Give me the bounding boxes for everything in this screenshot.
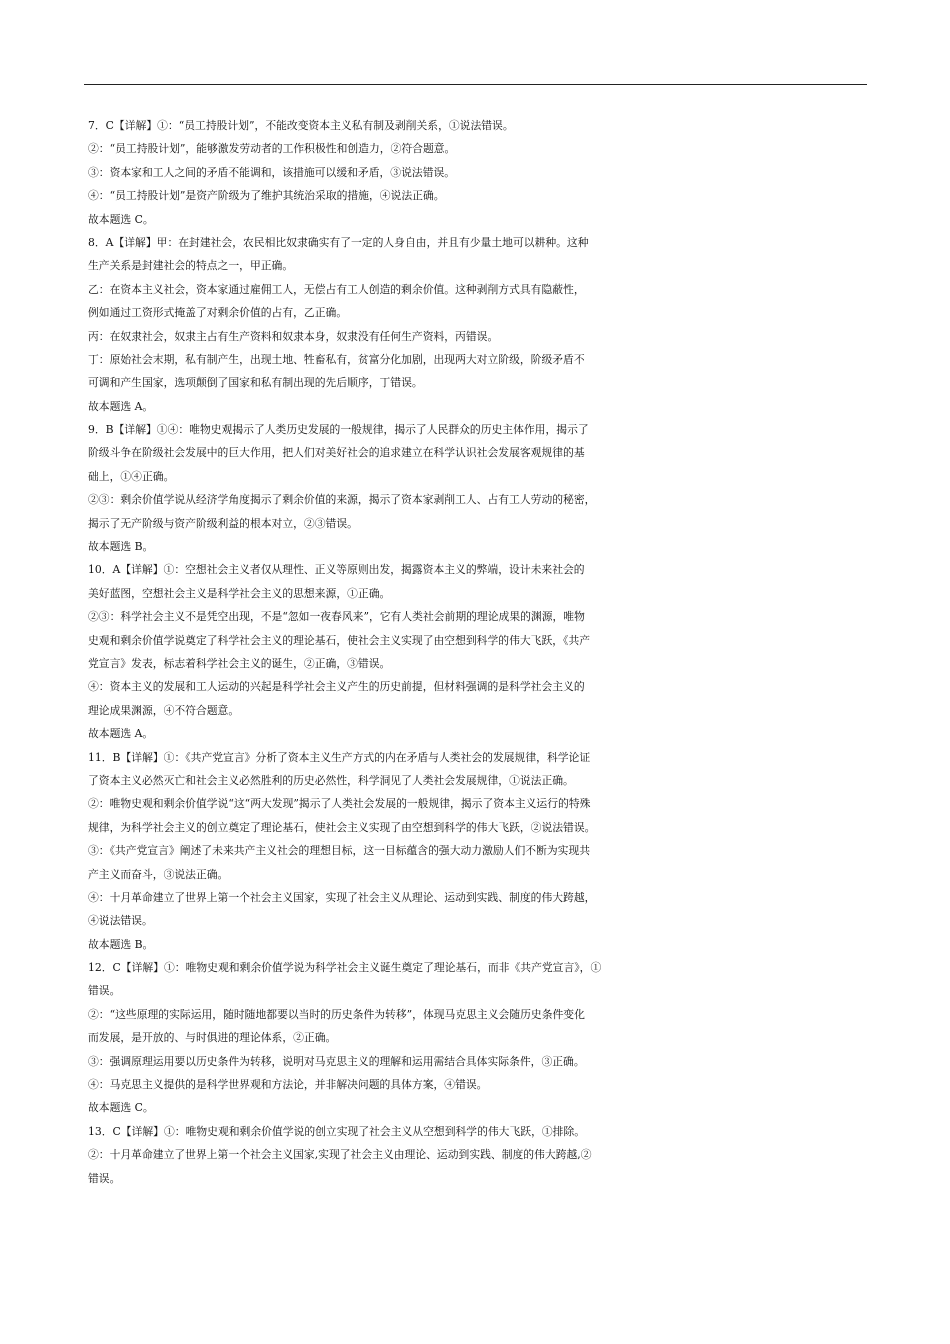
text-line: 揭示了无产阶级与资产阶级利益的根本对立，②③错误。	[88, 516, 358, 530]
text-line: ③：《共产党宣言》阐述了未来共产主义社会的理想目标，这一目标蕴含的强大动力激励人们不断为实现共	[88, 844, 591, 858]
text-line: 党宣言》发表，标志着科学社会主义的诞生，②正确，③错误。	[88, 656, 391, 670]
text-line: 规律，为科学社会主义的创立奠定了理论基石，使社会主义实现了由空想到科学的伟大飞跃，②说法错误。	[88, 820, 596, 834]
text-line: 理论成果渊源，④不符合题意。	[88, 703, 240, 717]
text-line: ②：十月革命建立了世界上第一个社会主义国家,实现了社会主义由理论、运动到实践、制度的伟大跨越,②	[88, 1148, 592, 1162]
text-line: 13．C【详解】①：唯物史观和剩余价值学说的创立实现了社会主义从空想到科学的伟大飞跃，①排除。	[88, 1124, 586, 1138]
text-line: ②③：剩余价值学说从经济学角度揭示了剩余价值的来源，揭示了资本家剥削工人、占有工人劳动的秘密，	[88, 493, 596, 507]
text-line: ④：马克思主义提供的是科学世界观和方法论，并非解决问题的具体方案，④错误。	[88, 1078, 488, 1092]
text-line: 乙：在资本主义社会，资本家通过雇佣工人，无偿占有工人创造的剩余价值。这种剥削方式具有隐蔽性，	[88, 282, 585, 296]
text-line: 故本题选 B。	[88, 540, 154, 554]
text-line: 阶级斗争在阶级社会发展中的巨大作用，把人们对美好社会的追求建立在科学认识社会发展客观规律的基	[88, 446, 585, 460]
text-line: 故本题选 C。	[88, 1101, 154, 1115]
text-line: 12．C【详解】①：唯物史观和剩余价值学说为科学社会主义诞生奠定了理论基石，而非《共产党宣言》，①	[88, 961, 602, 975]
text-line: 11．B【详解】①：《共产党宣言》分析了资本主义生产方式的内在矛盾与人类社会的发展规律，科学论证	[88, 750, 591, 764]
text-line: 故本题选 C。	[88, 212, 154, 226]
text-line: 故本题选 A。	[88, 727, 154, 741]
text-line: 10．A【详解】①：空想社会主义者仅从理性、正义等原则出发，揭露资本主义的弊端，设计未来社会的	[88, 563, 585, 577]
text-line: 9．B【详解】①④：唯物史观揭示了人类历史发展的一般规律，揭示了人民群众的历史主体作用，揭示了	[88, 423, 589, 437]
text-line: 可调和产生国家，选项颠倒了国家和私有制出现的先后顺序，丁错误。	[88, 376, 423, 390]
text-line: 丁：原始社会末期，私有制产生，出现土地、牲畜私有，贫富分化加剧，出现两大对立阶级，阶级矛盾不	[88, 352, 585, 366]
text-line: ③：强调原理运用要以历史条件为转移，说明对马克思主义的理解和运用需结合具体实际条件，③正确。	[88, 1054, 585, 1068]
text-line: 错误。	[88, 984, 121, 998]
text-line: ④：“员工持股计划”是资产阶级为了维护其统治采取的措施，④说法正确。	[88, 189, 445, 203]
document-body	[88, 114, 878, 1190]
text-line: ②：“这些原理的实际运用，随时随地都要以当时的历史条件为转移”，体现马克思主义会随历史条件变化	[88, 1007, 585, 1021]
text-line: 史观和剩余价值学说奠定了科学社会主义的理论基石，使社会主义实现了由空想到科学的伟大飞跃，《共产	[88, 633, 591, 647]
text-line: 8．A【详解】甲：在封建社会，农民相比奴隶确实有了一定的人身自由，并且有少量土地可以耕种。这种	[88, 235, 589, 249]
text-line: 7．C【详解】①：“员工持股计划”，不能改变资本主义私有制及剥削关系，①说法错误。	[88, 119, 514, 132]
text-line: 错误。	[88, 1171, 121, 1185]
text-line: 础上，①④正确。	[88, 469, 175, 483]
text-line: 美好蓝图，空想社会主义是科学社会主义的思想来源，①正确。	[88, 586, 391, 600]
text-line: ②③：科学社会主义不是凭空出现，不是“忽如一夜春风来”，它有人类社会前期的理论成果的渊源，唯物	[88, 610, 585, 624]
text-line: ④：十月革命建立了世界上第一个社会主义国家，实现了社会主义从理论、运动到实践、制度的伟大跨越，	[88, 890, 596, 904]
text-line: 生产关系是封建社会的特点之一，甲正确。	[88, 259, 294, 273]
text-line: 例如通过工资形式掩盖了对剩余价值的占有，乙正确。	[88, 306, 348, 320]
text-line: ④说法错误。	[88, 914, 153, 928]
text-line: 丙：在奴隶社会，奴隶主占有生产资料和奴隶本身，奴隶没有任何生产资料，丙错误。	[88, 329, 499, 343]
text-line: ②：“员工持股计划”，能够激发劳动者的工作积极性和创造力，②符合题意。	[88, 142, 456, 156]
text-line: 产主义而奋斗，③说法正确。	[88, 867, 229, 881]
text-line: 而发展，是开放的、与时俱进的理论体系，②正确。	[88, 1031, 337, 1045]
header-rule	[84, 84, 867, 85]
text-line: ③：资本家和工人之间的矛盾不能调和，该措施可以缓和矛盾，③说法错误。	[88, 165, 456, 179]
text-line: 故本题选 A。	[88, 399, 154, 413]
text-line: ④：资本主义的发展和工人运动的兴起是科学社会主义产生的历史前提，但材料强调的是科学社会主义的	[88, 680, 585, 694]
text-line: 故本题选 B。	[88, 937, 154, 951]
text-line: 了资本主义必然灭亡和社会主义必然胜利的历史必然性，科学洞见了人类社会发展规律，①说法正确。	[88, 773, 574, 787]
text-line: ②：唯物史观和剩余价值学说“这“两大发现”揭示了人类社会发展的一般规律，揭示了资本主义运行的特殊	[88, 797, 591, 811]
